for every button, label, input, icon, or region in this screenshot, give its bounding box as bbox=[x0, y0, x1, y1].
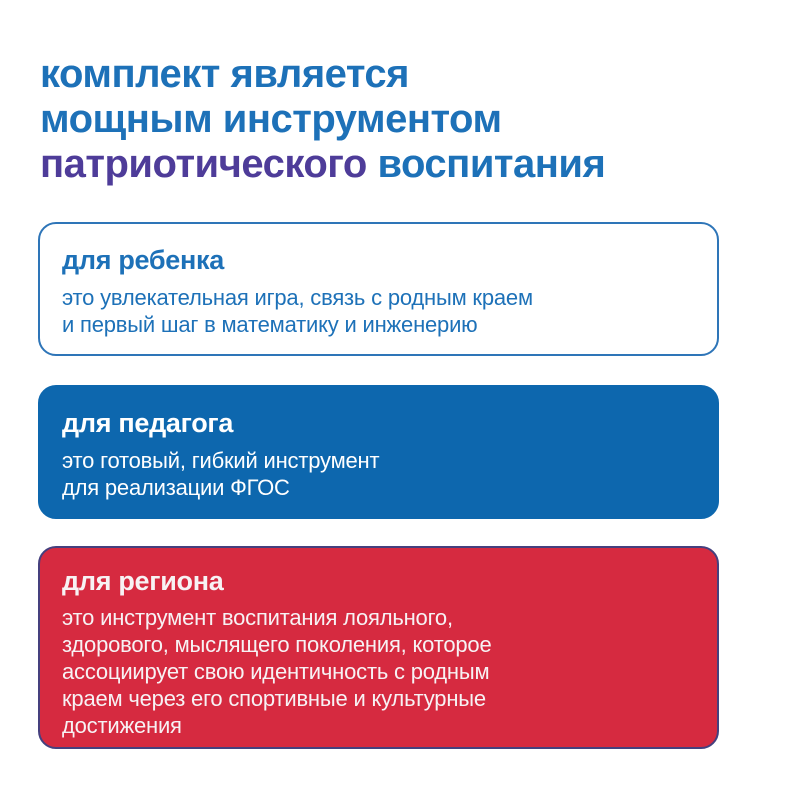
card-for-region bbox=[38, 546, 719, 749]
page-title bbox=[40, 52, 780, 187]
body-line: достижения bbox=[62, 713, 182, 738]
card-for-teacher bbox=[38, 385, 719, 519]
body-line: здорового, мыслящего поколения, которое bbox=[62, 632, 492, 657]
card-for-region-body bbox=[62, 604, 693, 739]
title-line-3 bbox=[40, 142, 780, 187]
title-word-patriotic: патриотического bbox=[40, 142, 367, 186]
body-line: и первый шаг в математику и инженерию bbox=[62, 312, 478, 337]
card-for-teacher-heading: для педагога bbox=[62, 408, 234, 438]
body-line: ассоциирует свою идентичность с родным bbox=[62, 659, 490, 684]
body-line: это инструмент воспитания лояльного, bbox=[62, 605, 453, 630]
card-for-child bbox=[38, 222, 719, 356]
body-line: это увлекательная игра, связь с родным краем bbox=[62, 285, 533, 310]
card-for-teacher-body bbox=[62, 447, 693, 501]
title-word-upbringing: воспитания bbox=[377, 142, 606, 186]
card-for-child-body bbox=[62, 284, 693, 338]
title-line-2: мощным инструментом bbox=[40, 97, 502, 141]
card-for-region-heading: для региона bbox=[62, 566, 224, 596]
body-line: краем через его спортивные и культурные bbox=[62, 686, 486, 711]
body-line: для реализации ФГОС bbox=[62, 475, 290, 500]
title-line-1: комплект является bbox=[40, 52, 410, 96]
body-line: это готовый, гибкий инструмент bbox=[62, 448, 380, 473]
card-for-child-heading: для ребенка bbox=[62, 245, 224, 275]
